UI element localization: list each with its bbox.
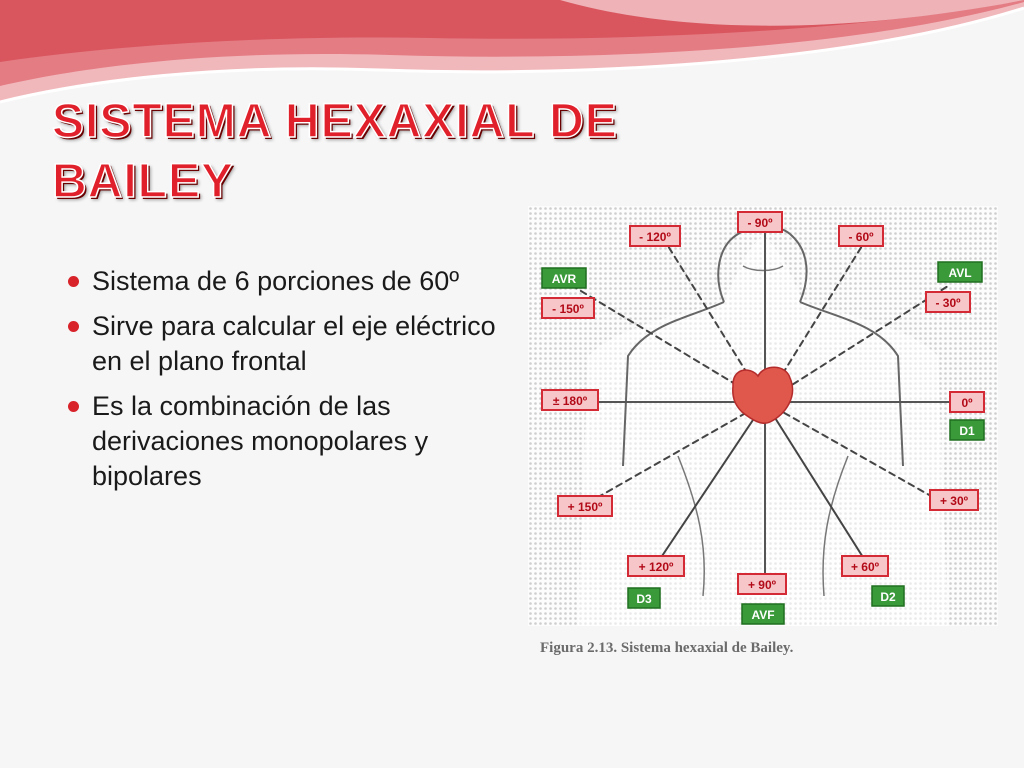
lead-label-avl — [938, 262, 982, 282]
svg-text:- 120º: - 120º — [639, 230, 671, 244]
hexaxial-diagram — [528, 206, 998, 674]
bullet-text: Sirve para calcular el eje eléctrico en el plano frontal — [92, 311, 496, 376]
svg-text:+ 30º: + 30º — [939, 494, 969, 508]
angle-label-minus90 — [738, 212, 782, 232]
svg-text:0º: 0º — [961, 396, 973, 410]
bullet-text: Sistema de 6 porciones de 60º — [92, 266, 460, 296]
angle-label-plus30 — [930, 490, 978, 510]
svg-text:± 180º: ± 180º — [552, 394, 588, 408]
svg-text:AVL: AVL — [948, 266, 972, 280]
svg-text:- 30º: - 30º — [935, 296, 961, 310]
lead-label-d3 — [628, 588, 660, 608]
angle-label-minus150 — [542, 298, 594, 318]
angle-label-180 — [542, 390, 598, 410]
bullet-item — [62, 309, 522, 379]
angle-label-plus120 — [628, 556, 684, 576]
svg-text:D3: D3 — [636, 592, 652, 606]
svg-text:+ 120º: + 120º — [638, 560, 674, 574]
angle-label-0 — [950, 392, 984, 412]
bullet-dot-icon — [68, 401, 79, 412]
svg-text:AVR: AVR — [551, 272, 577, 286]
svg-text:+ 90º: + 90º — [747, 578, 777, 592]
svg-text:AVF: AVF — [751, 608, 775, 622]
lead-label-d2 — [872, 586, 904, 606]
svg-text:D1: D1 — [959, 424, 975, 438]
angle-label-minus30 — [926, 292, 970, 312]
angle-label-minus60 — [839, 226, 883, 246]
slide-title: SISTEMA HEXAXIAL DE BAILEY — [52, 95, 618, 208]
angle-label-plus60 — [842, 556, 888, 576]
lead-label-d1 — [950, 420, 984, 440]
svg-text:- 60º: - 60º — [848, 230, 874, 244]
bullet-list — [62, 264, 522, 504]
angle-label-plus90 — [738, 574, 786, 594]
svg-text:+ 150º: + 150º — [567, 500, 603, 514]
angle-label-plus150 — [558, 496, 612, 516]
svg-text:- 90º: - 90º — [747, 216, 773, 230]
svg-text:+ 60º: + 60º — [850, 560, 880, 574]
bullet-dot-icon — [68, 321, 79, 332]
figure-caption: Figura 2.13. Sistema hexaxial de Bailey. — [540, 640, 794, 656]
bullet-item — [62, 389, 522, 494]
lead-label-avf — [742, 604, 784, 624]
bullet-item — [62, 264, 522, 299]
bullet-text: Es la combinación de las derivaciones monopolares y bipolares — [92, 391, 429, 491]
svg-text:- 150º: - 150º — [552, 302, 584, 316]
bullet-dot-icon — [68, 276, 79, 287]
lead-label-avr — [542, 268, 586, 288]
svg-text:D2: D2 — [880, 590, 896, 604]
angle-label-minus120 — [630, 226, 680, 246]
